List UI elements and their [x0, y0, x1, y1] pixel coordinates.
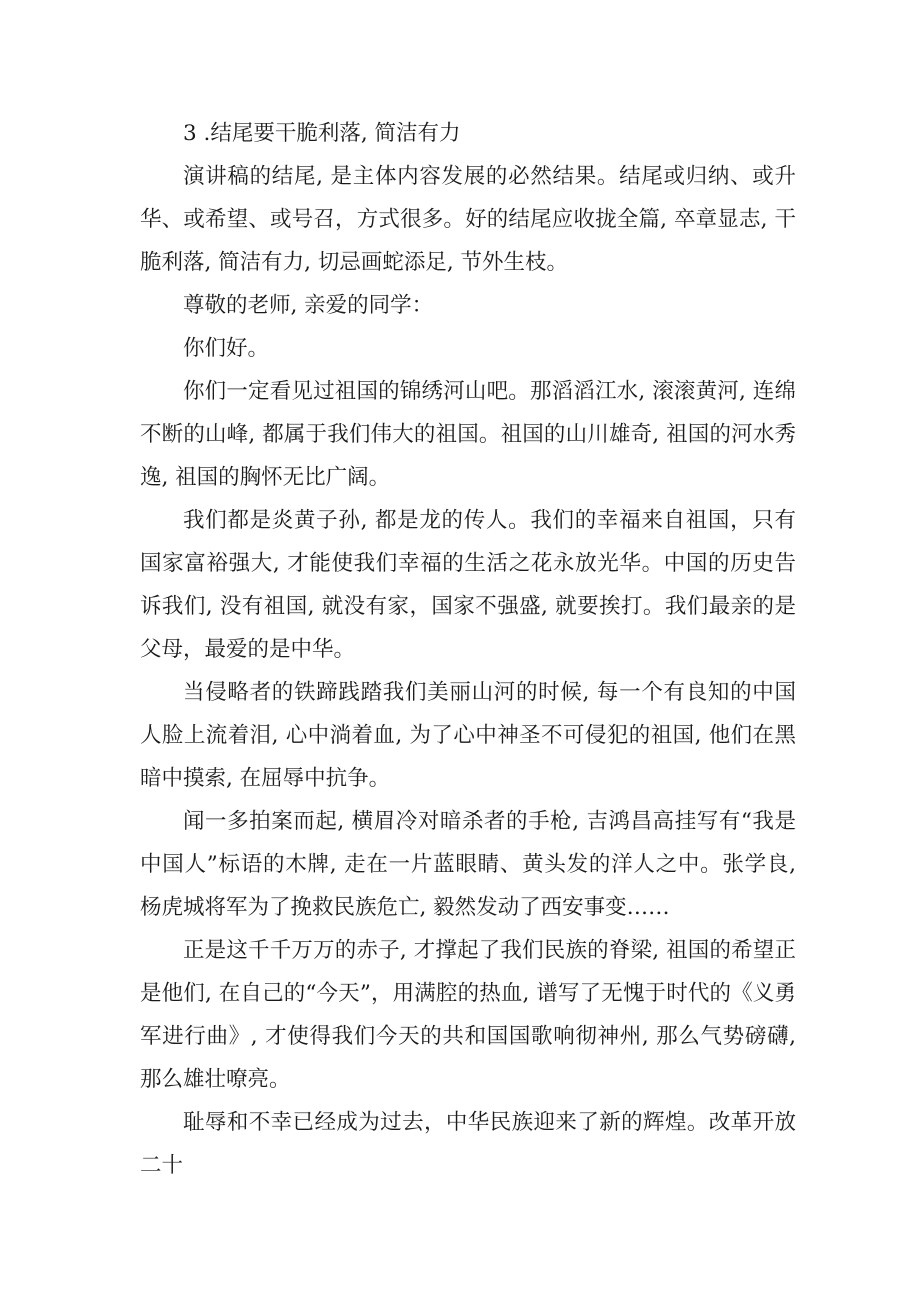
paragraph-heroes: 闻一多拍案而起, 横眉冷对暗杀者的手枪, 吉鸿昌高挂写有“我是中国人”标语的木牌, 走在一片蓝眼睛、黄头发的洋人之中。张学良, 杨虎城将军为了挽救民族危亡, 毅然发动了西安事变…… [140, 809, 796, 920]
paragraph-reform: 耻辱和不幸已经成为过去，中华民族迎来了新的辉煌。改革开放二十 [140, 1110, 796, 1178]
paragraph-salutation: 尊敬的老师, 亲爱的同学： [183, 293, 434, 318]
paragraph-invaders: 当侵略者的铁蹄践踏我们美丽山河的时候, 每一个有良知的中国人脸上流着泪, 心中淌着血, 为了心中神圣不可侵犯的祖国, 他们在黑暗中摸索, 在屈辱中抗争。 [140, 680, 796, 791]
document-body [140, 112, 796, 1187]
paragraph-descendants: 我们都是炎黄子孙, 都是龙的传人。我们的幸福来自祖国，只有国家富裕强大, 才能使我们幸福的生活之花永放光华。中国的历史告诉我们, 没有祖国, 就没有家，国家不强盛, 就要挨打。我们最亲的是父母，最爱的是中华。 [140, 508, 796, 662]
paragraph-greeting: 你们好。 [183, 336, 270, 361]
paragraph-mountains-rivers: 你们一定看见过祖国的锦绣河山吧。那滔滔江水, 滚滚黄河, 连绵不断的山峰, 都属于我们伟大的祖国。祖国的山川雄奇, 祖国的河水秀逸, 祖国的胸怀无比广阔。 [140, 379, 796, 490]
paragraph-anthem: 正是这千千万万的赤子, 才撑起了我们民族的脊梁, 祖国的希望正是他们, 在自己的“今天”，用满腔的热血, 谱写了无愧于时代的《义勇军进行曲》, 才使得我们今天的共和国国歌响彻神州, 那么气势磅礴, 那么雄壮嘹亮。 [140, 938, 796, 1092]
paragraph-ending-advice: 演讲稿的结尾, 是主体内容发展的必然结果。结尾或归纳、或升华、或希望、或号召，方式很多。好的结尾应收拢全篇, 卒章显志, 干脆利落, 简洁有力, 切忌画蛇添足, 节外生枝。 [140, 164, 796, 275]
section-heading: 3 .结尾要干脆利落, 简洁有力 [183, 121, 461, 146]
